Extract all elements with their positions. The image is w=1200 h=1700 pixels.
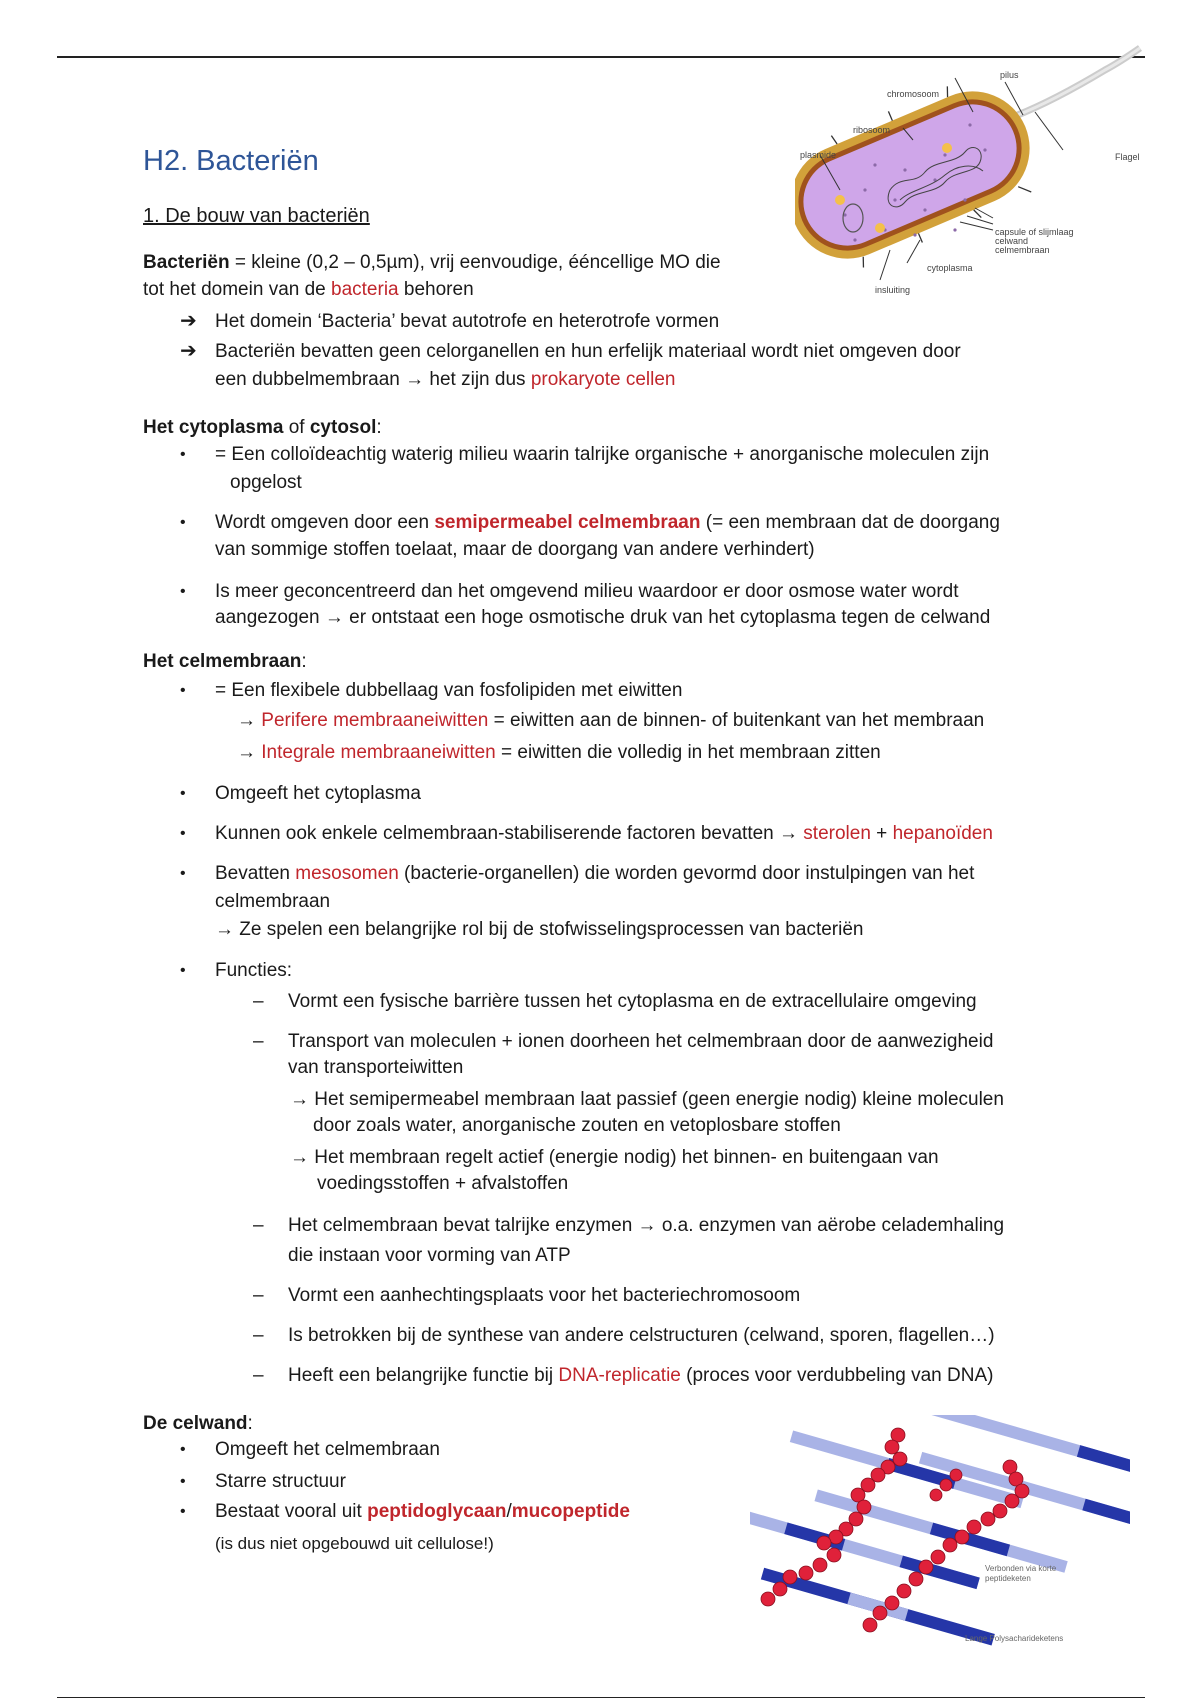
intro-arrow1: Het domein ‘Bacteria’ bevat autotrofe en heterotrofe vormen xyxy=(215,311,720,332)
bullet-icon: • xyxy=(180,785,186,802)
bullet-icon: • xyxy=(180,1441,186,1458)
prokaryote-term: prokaryote cellen xyxy=(530,369,676,390)
function-2-l1: Transport van moleculen + ionen doorheen het celmembraan door de aanwezigheid xyxy=(288,1031,994,1052)
bullet-icon: • xyxy=(180,514,186,531)
bullet-icon: • xyxy=(180,865,186,882)
mucopeptide-term: mucopeptide xyxy=(511,1501,630,1522)
integrale-term: Integrale membraaneiwitten xyxy=(261,742,496,763)
pg-label-3: Lange Polysacharideketens xyxy=(965,1634,1064,1643)
wall-b2: Starre structuur xyxy=(215,1471,346,1492)
membrane-b3 xyxy=(215,820,993,847)
function-6-a: Heeft een belangrijke functie bij xyxy=(288,1365,559,1386)
intro-line2-a: tot het domein van de xyxy=(143,279,332,300)
function-2-l2: van transporteiwitten xyxy=(288,1057,464,1078)
intro-arrow2-l1: Bacteriën bevatten geen celorganellen en hun erfelijk materiaal wordt niet omgeven door xyxy=(215,341,961,362)
cyto-b3-l1: Is meer geconcentreerd dan het omgevend milieu waardoor er door osmose water wordt xyxy=(215,581,959,602)
bullet-icon: • xyxy=(180,682,186,699)
function-2-a1-l2: door zoals water, anorganische zouten en vetoplosbare stoffen xyxy=(313,1115,841,1136)
bacterium-diagram xyxy=(795,40,1160,305)
semipermeabel-term: semipermeabel celmembraan xyxy=(434,512,701,533)
hepanoiden-term: hepanoïden xyxy=(892,823,993,844)
membrane-b3-a: Kunnen ook enkele celmembraan-stabiliserende factoren bevatten → xyxy=(215,823,804,844)
intro-line1 xyxy=(143,249,721,276)
membrane-b2: Omgeeft het cytoplasma xyxy=(215,783,421,804)
membrane-b1-a1: → Perifere membraaneiwitten = eiwitten aan de binnen- of buitenkant van het membraan xyxy=(237,710,985,731)
cyto-heading-mid: of xyxy=(283,417,310,438)
intro-def: = kleine (0,2 – 0,5µm), vrij eenvoudige, ééncellige MO die xyxy=(229,252,721,273)
label-celwand: celwand xyxy=(995,236,1029,246)
label-ribosoom: ribosoom xyxy=(853,125,891,135)
dna-replicatie-term: DNA-replicatie xyxy=(558,1365,681,1386)
bullet-icon: • xyxy=(180,446,186,463)
intro-line2 xyxy=(143,276,474,303)
label-insluiting: insluiting xyxy=(875,285,911,295)
bullet-icon: • xyxy=(180,1503,186,1520)
cyto-b2-b: (= een membraan dat de doorgang xyxy=(700,512,1000,533)
wall-heading xyxy=(143,1410,253,1437)
dash-icon: – xyxy=(253,1031,264,1052)
peptidoglycan-diagram xyxy=(750,1415,1130,1655)
label-pilus: pilus xyxy=(1000,70,1019,80)
wall-b1: Omgeeft het celmembraan xyxy=(215,1439,440,1460)
function-2-a1-l1: → Het semipermeabel membraan laat passief (geen energie nodig) kleine moleculen xyxy=(290,1089,1004,1110)
intro-line2-b: behoren xyxy=(398,279,474,300)
polysaccharide-chains xyxy=(750,1415,1130,1655)
membrane-b3-plus: + xyxy=(870,823,893,844)
function-4: Vormt een aanhechtingsplaats voor het bacteriechromosoom xyxy=(288,1285,801,1306)
section-heading: 1. De bouw van bacteriën xyxy=(143,205,370,227)
wall-b3-a: Bestaat vooral uit xyxy=(215,1501,368,1522)
dash-icon: – xyxy=(253,1215,264,1236)
cytoplasma-heading xyxy=(143,414,382,441)
membrane-heading-end: : xyxy=(301,651,307,672)
function-5: Is betrokken bij de synthese van andere celstructuren (celwand, sporen, flagellen…) xyxy=(288,1325,995,1346)
dash-icon: – xyxy=(253,1365,264,1386)
label-flagel: Flagel xyxy=(1115,152,1140,162)
wall-b3-slash: / xyxy=(506,1501,512,1522)
label-chromosoom: chromosoom xyxy=(887,89,940,99)
membrane-heading xyxy=(143,648,307,675)
mesosomen-term: mesosomen xyxy=(295,863,399,884)
cyto-b1-l1: = Een colloïdeachtig waterig milieu waarin talrijke organische + anorganische moleculen zijn xyxy=(215,444,990,465)
function-2-a2-l1: → Het membraan regelt actief (energie nodig) het binnen- en buitengaan van xyxy=(290,1147,939,1168)
intro-arrow2-l2a: een dubbelmembraan → het zijn dus xyxy=(215,369,531,390)
flagel-icon xyxy=(1010,48,1140,118)
pg-label-2: peptideketen xyxy=(985,1574,1031,1583)
membrane-functions: Functies: xyxy=(215,960,293,981)
dash-icon: – xyxy=(253,991,264,1012)
wall-note: (is dus niet opgebouwd uit cellulose!) xyxy=(215,1534,494,1553)
dash-icon: – xyxy=(253,1325,264,1346)
dash-icon: – xyxy=(253,1285,264,1306)
arrow-icon: ➔ xyxy=(180,310,197,332)
membrane-b4-l1 xyxy=(215,860,974,887)
intro-bacteria: bacteria xyxy=(331,279,399,300)
cyto-b2-l2: van sommige stoffen toelaat, maar de doorgang van andere verhindert) xyxy=(215,539,815,560)
function-3-l1: Het celmembraan bevat talrijke enzymen → o.a. enzymen van aërobe celademhaling xyxy=(288,1215,1005,1236)
function-1: Vormt een fysische barrière tussen het cytoplasma en de extracellulaire omgeving xyxy=(288,991,977,1012)
membrane-b4-l2: celmembraan xyxy=(215,891,331,912)
intro-arrow2-l2 xyxy=(215,366,676,393)
bullet-icon: • xyxy=(180,825,186,842)
cyto-b3-l2: aangezogen → er ontstaat een hoge osmotische druk van het cytoplasma tegen de celwand xyxy=(215,607,991,628)
function-6-b: (proces voor verdubbeling van DNA) xyxy=(680,1365,994,1386)
peptidoglycaan-term: peptidoglycaan xyxy=(367,1501,507,1522)
bottom-rule xyxy=(57,1697,1145,1698)
membrane-heading-text: Het celmembraan xyxy=(143,651,302,672)
wall-b3 xyxy=(215,1498,630,1525)
label-cytoplasma: cytoplasma xyxy=(927,263,973,273)
membrane-b4-a: Bevatten xyxy=(215,863,296,884)
cyto-heading-end: : xyxy=(376,417,382,438)
function-2-a2-l2: voedingsstoffen + afvalstoffen xyxy=(317,1173,569,1194)
cyto-b1-l2: opgelost xyxy=(230,472,302,493)
cyto-heading-b2: cytosol xyxy=(309,417,377,438)
membrane-b1-a2-rest: = eiwitten die volledig in het membraan zitten xyxy=(495,742,881,763)
function-6 xyxy=(288,1362,993,1389)
sterolen-term: sterolen xyxy=(803,823,871,844)
intro-term: Bacteriën xyxy=(143,252,230,273)
bullet-icon: • xyxy=(180,1473,186,1490)
cyto-b2-a: Wordt omgeven door een xyxy=(215,512,435,533)
label-celmembraan: celmembraan xyxy=(995,245,1050,255)
bullet-icon: • xyxy=(180,583,186,600)
cyto-heading-b1: Het cytoplasma xyxy=(143,417,284,438)
wall-heading-end: : xyxy=(247,1413,253,1434)
membrane-b1-a2: → Integrale membraaneiwitten = eiwitten die volledig in het membraan zitten xyxy=(237,742,881,763)
membrane-b4-l3: → Ze spelen een belangrijke rol bij de stofwisselingsprocessen van bacteriën xyxy=(215,919,864,940)
perifere-term: Perifere membraaneiwitten xyxy=(261,710,489,731)
function-3-l2: die instaan voor vorming van ATP xyxy=(288,1245,571,1266)
label-capsule: capsule of slijmlaag xyxy=(995,227,1074,237)
membrane-b4-b: (bacterie-organellen) die worden gevormd door instulpingen van het xyxy=(398,863,975,884)
cyto-b2-l1 xyxy=(215,509,1000,536)
page-title: H2. Bacteriën xyxy=(143,145,319,177)
label-plasmide: plasmide xyxy=(800,150,837,160)
membrane-b1-a1-rest: = eiwitten aan de binnen- of buitenkant van het membraan xyxy=(488,710,985,731)
bullet-icon: • xyxy=(180,962,186,979)
arrow-icon: ➔ xyxy=(180,340,197,362)
pg-label-1: Verbonden via korte xyxy=(985,1564,1057,1573)
wall-heading-text: De celwand xyxy=(143,1413,248,1434)
membrane-b1: = Een flexibele dubbellaag van fosfolipiden met eiwitten xyxy=(215,680,683,701)
